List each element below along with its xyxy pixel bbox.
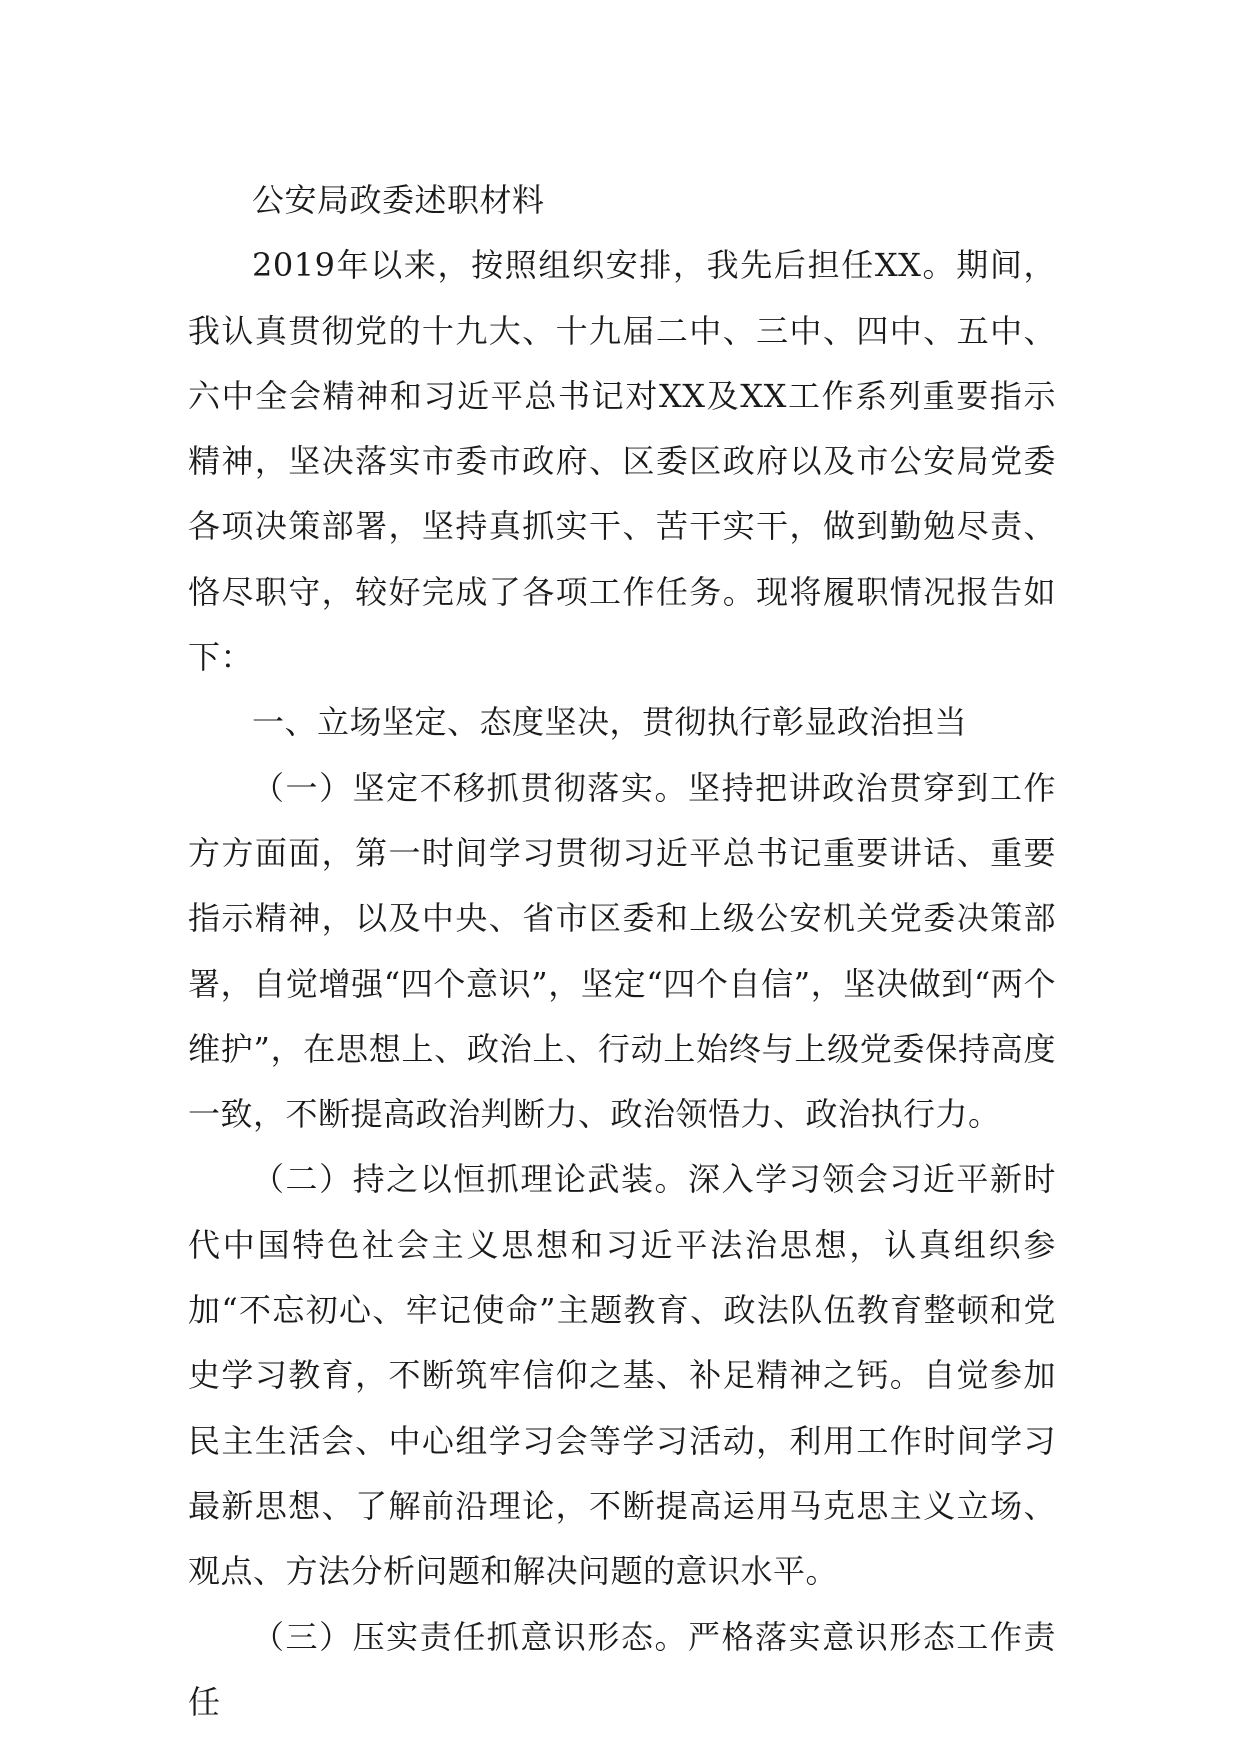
paragraph-section-1-3: （三）压实责任抓意识形态。严格落实意识形态工作责任 (188, 1617, 1056, 1721)
document-body (188, 168, 1056, 1735)
paragraph-intro: 2019年以来，按照组织安排，我先后担任XX。期间，我认真贯彻党的十九大、十九届二中、三中、四中、五中、六中全会精神和习近平总书记对XX及XX工作系列重要指示精神，坚决落实市委市政府、区委区政府以及市公安局党委各项决策部署，坚持真抓实干、苦干实干，做到勤勉尽责、恪尽职守，较好完成了各项工作任务。现将履职情况报告如下： (188, 246, 1056, 677)
paragraph-section-1-2: （二）持之以恒抓理论武装。深入学习领会习近平新时代中国特色社会主义思想和习近平法治思想，认真组织参加“不忘初心、牢记使命”主题教育、政法队伍教育整顿和党史学习教育，不断筑牢信仰之基、补足精神之钙。自觉参加民主生活会、中心组学习会等学习活动，利用工作时间学习最新思想、了解前沿理论，不断提高运用马克思主义立场、观点、方法分析问题和解决问题的意识水平。 (188, 1160, 1056, 1591)
document-title: 公安局政委述职材料 (252, 181, 545, 219)
section-heading-1: 一、立场坚定、态度坚决，贯彻执行彰显政治担当 (252, 703, 968, 742)
paragraph-section-1-1: （一）坚定不移抓贯彻落实。坚持把讲政治贯穿到工作方方面面，第一时间学习贯彻习近平总书记重要讲话、重要指示精神，以及中央、省市区委和上级公安机关党委决策部署，自觉增强“四个意识”，坚定“四个自信”，坚决做到“两个维护”，在思想上、政治上、行动上始终与上级党委保持高度一致，不断提高政治判断力、政治领悟力、政治执行力。 (188, 768, 1056, 1134)
